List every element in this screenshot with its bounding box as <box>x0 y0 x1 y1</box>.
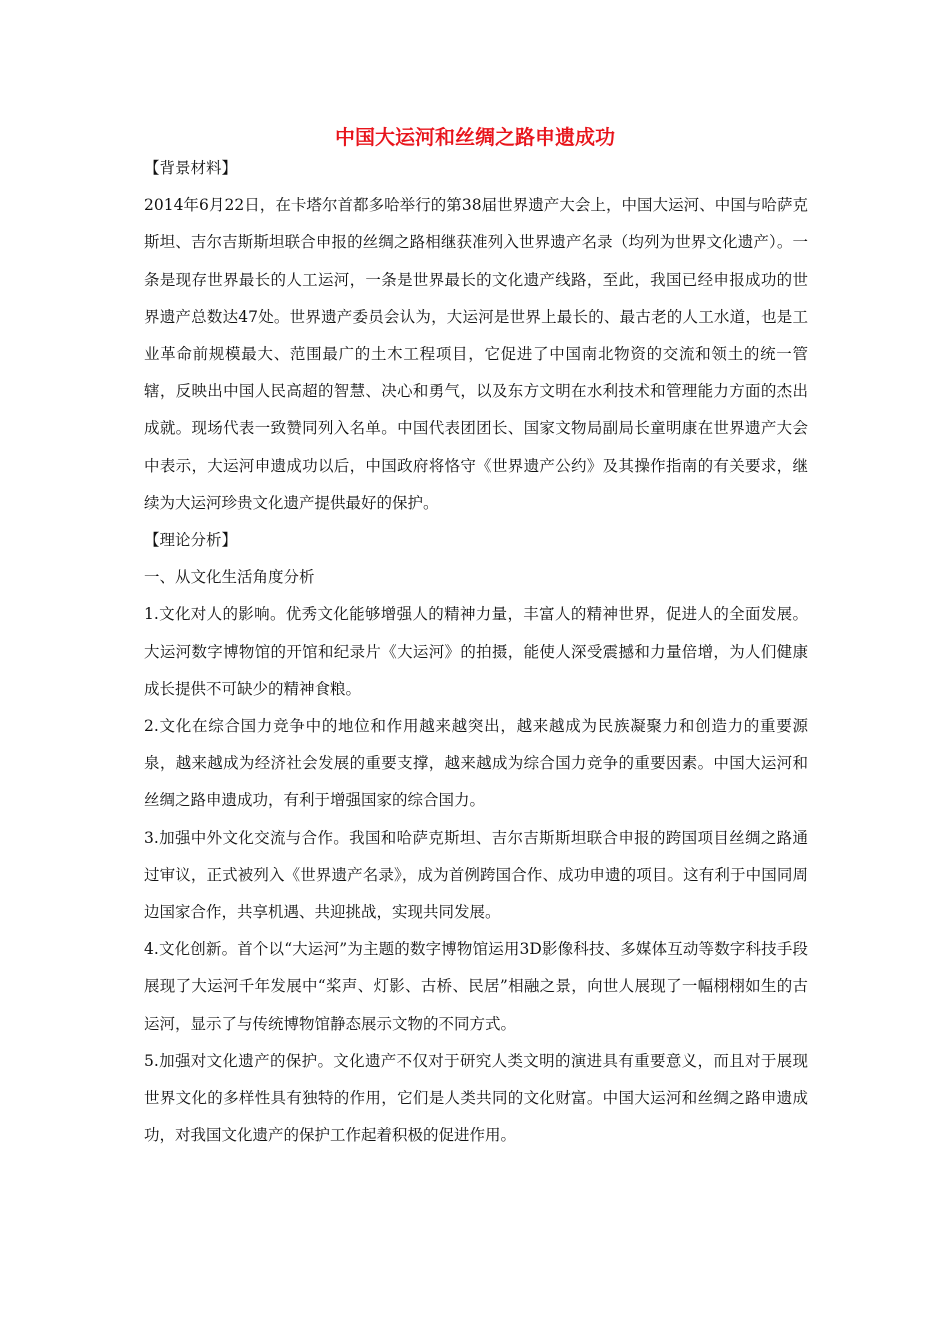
document-title: 中国大运河和丝绸之路申遗成功 <box>335 125 615 149</box>
background-heading: 【背景材料】 <box>144 159 238 177</box>
analysis-point-2: 2.文化在综合国力竞争中的地位和作用越来越突出，越来越成为民族凝聚力和创造力的重要源泉，越来越成为经济社会发展的重要支撑，越来越成为综合国力竞争的重要因素。中国大运河和丝绸之路申遗成功，有利于增强国家的综合国力。 <box>144 717 808 810</box>
analysis-point-4: 4.文化创新。首个以“大运河”为主题的数字博物馆运用3D影像科技、多媒体互动等数字科技手段展现了大运河千年发展中“桨声、灯影、古桥、民居”相融之景，向世人展现了一幅栩栩如生的古运河，显示了与传统博物馆静态展示文物的不同方式。 <box>144 940 808 1033</box>
background-paragraph: 2014年6月22日，在卡塔尔首都多哈举行的第38届世界遗产大会上，中国大运河、中国与哈萨克斯坦、吉尔吉斯斯坦联合申报的丝绸之路相继获准列入世界遗产名录（均列为世界文化遗产）。一条是现存世界最长的人工运河，一条是世界最长的文化遗产线路，至此，我国已经申报成功的世界遗产总数达47处。世界遗产委员会认为，大运河是世界上最长的、最古老的人工水道，也是工业革命前规模最大、范围最广的土木工程项目，它促进了中国南北物资的交流和领土的统一管辖，反映出中国人民高超的智慧、决心和勇气，以及东方文明在水利技术和管理能力方面的杰出成就。现场代表一致赞同列入名单。中国代表团团长、国家文物局副局长童明康在世界遗产大会中表示，大运河申遗成功以后，中国政府将恪守《世界遗产公约》及其操作指南的有关要求，继续为大运河珍贵文化遗产提供最好的保护。 <box>144 196 808 512</box>
analysis-point-3: 3.加强中外文化交流与合作。我国和哈萨克斯坦、吉尔吉斯斯坦联合申报的跨国项目丝绸之路通过审议，正式被列入《世界遗产名录》，成为首例跨国合作、成功申遗的项目。这有利于中国同周边国家合作，共享机遇、共迎挑战，实现共同发展。 <box>144 828 808 922</box>
analysis-subheading: 一、从文化生活角度分析 <box>144 568 315 587</box>
analysis-heading: 【理论分析】 <box>144 531 238 550</box>
analysis-point-5: 5.加强对文化遗产的保护。文化遗产不仅对于研究人类文明的演进具有重要意义，而且对于展现世界文化的多样性具有独特的作用，它们是人类共同的文化财富。中国大运河和丝绸之路申遗成功，对我国文化遗产的保护工作起着积极的促进作用。 <box>144 1051 808 1145</box>
document-body <box>144 150 808 1154</box>
analysis-point-1: 1.文化对人的影响。优秀文化能够增强人的精神力量，丰富人的精神世界，促进人的全面发展。大运河数字博物馆的开馆和纪录片《大运河》的拍摄，能使人深受震撼和力量倍增，为人们健康成长提供不可缺少的精神食粮。 <box>144 605 808 698</box>
